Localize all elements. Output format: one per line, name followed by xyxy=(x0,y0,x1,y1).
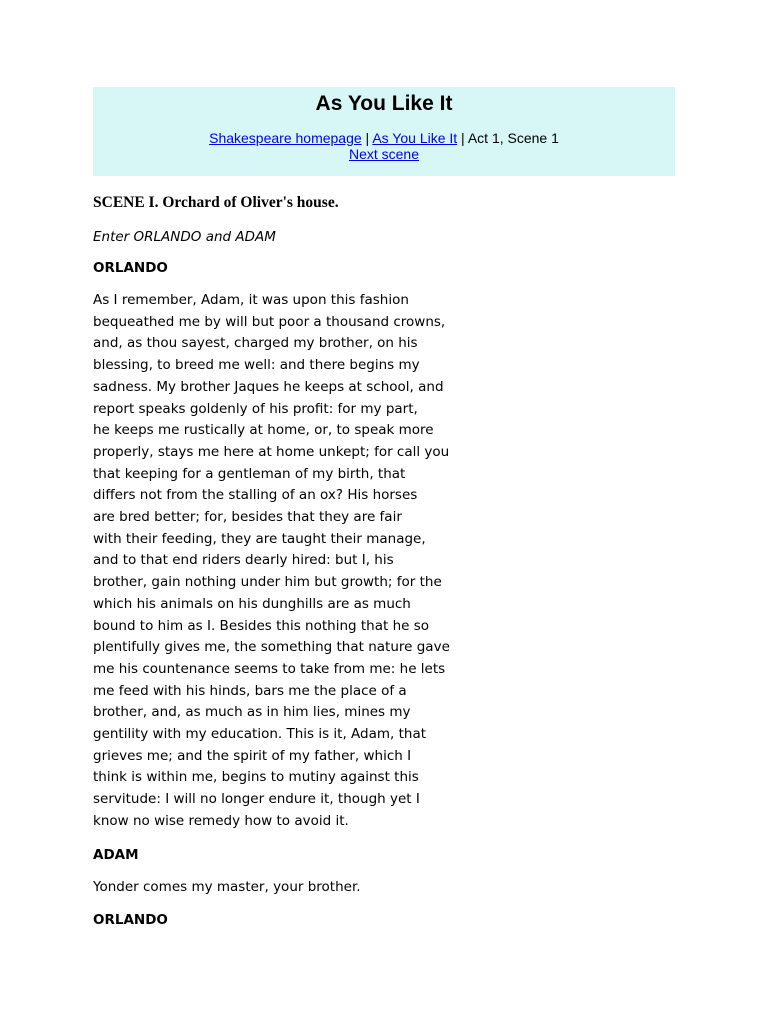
speech-line: with their feeding, they are taught their manage, xyxy=(93,530,426,547)
scene-content xyxy=(93,192,513,929)
speech-line: and, as thou sayest, charged my brother, on his xyxy=(93,335,418,352)
speech-line: he keeps me rustically at home, or, to speak more xyxy=(93,422,434,439)
scene-heading: SCENE I. Orchard of Oliver's house. xyxy=(93,194,339,211)
speech-line: sadness. My brother Jaques he keeps at school, and xyxy=(93,378,444,395)
speech-line: and to that end riders dearly hired: but I, his xyxy=(93,552,394,569)
speech-line: report speaks goldenly of his profit: for my part, xyxy=(93,400,418,417)
speech-line: bequeathed me by will but poor a thousand crowns, xyxy=(93,313,446,330)
speaker-name: ORLANDO xyxy=(93,912,168,929)
stage-direction: Enter ORLANDO and ADAM xyxy=(93,229,276,245)
speaker-name: ORLANDO xyxy=(93,260,168,276)
breadcrumb xyxy=(93,130,675,162)
speech-line: bound to him as I. Besides this nothing that he so xyxy=(93,617,430,634)
speech-text xyxy=(93,877,513,899)
speech-line: me feed with his hinds, bars me the place of a xyxy=(93,682,407,699)
speech-line: which his animals on his dunghills are as much xyxy=(93,595,411,612)
speech-line: know no wise remedy how to avoid it. xyxy=(93,812,349,829)
speech-line: properly, stays me here at home unkept; for call you xyxy=(93,443,450,460)
breadcrumb-separator: | xyxy=(361,130,373,146)
speeches-list xyxy=(93,259,513,929)
header-banner xyxy=(93,87,675,176)
speech-line: differs not from the stalling of an ox? His horses xyxy=(93,487,418,504)
speech-line: servitude: I will no longer endure it, though yet I xyxy=(93,791,420,808)
speech-line: gentility with my education. This is it, Adam, that xyxy=(93,726,427,743)
speech-line: As I remember, Adam, it was upon this fashion xyxy=(93,292,409,308)
speech-text xyxy=(93,290,513,833)
play-link[interactable]: As You Like It xyxy=(372,130,458,146)
speech-line: think is within me, begins to mutiny against this xyxy=(93,769,419,786)
speech-line: blessing, to breed me well: and there begins my xyxy=(93,357,420,374)
speech-line: plentifully gives me, the something that nature gave xyxy=(93,639,450,656)
speech-line: that keeping for a gentleman of my birth, that xyxy=(93,465,406,482)
speaker-name: ADAM xyxy=(93,846,139,863)
speech-line: brother, gain nothing under him but growth; for the xyxy=(93,574,442,591)
speech-line: Yonder comes my master, your brother. xyxy=(93,878,361,895)
speech-line: are bred better; for, besides that they are fair xyxy=(93,509,402,526)
shakespeare-homepage-link[interactable]: Shakespeare homepage xyxy=(209,130,362,146)
speech-line: me his countenance seems to take from me: he lets xyxy=(93,660,446,677)
page-title: As You Like It xyxy=(315,92,453,115)
breadcrumb-separator: | xyxy=(457,130,468,146)
speech-line: brother, and, as much as in him lies, mines my xyxy=(93,704,411,721)
scene-location: Act 1, Scene 1 xyxy=(467,130,559,146)
next-scene-link[interactable]: Next scene xyxy=(348,146,420,162)
speech-line: grieves me; and the spirit of my father, which I xyxy=(93,747,412,764)
